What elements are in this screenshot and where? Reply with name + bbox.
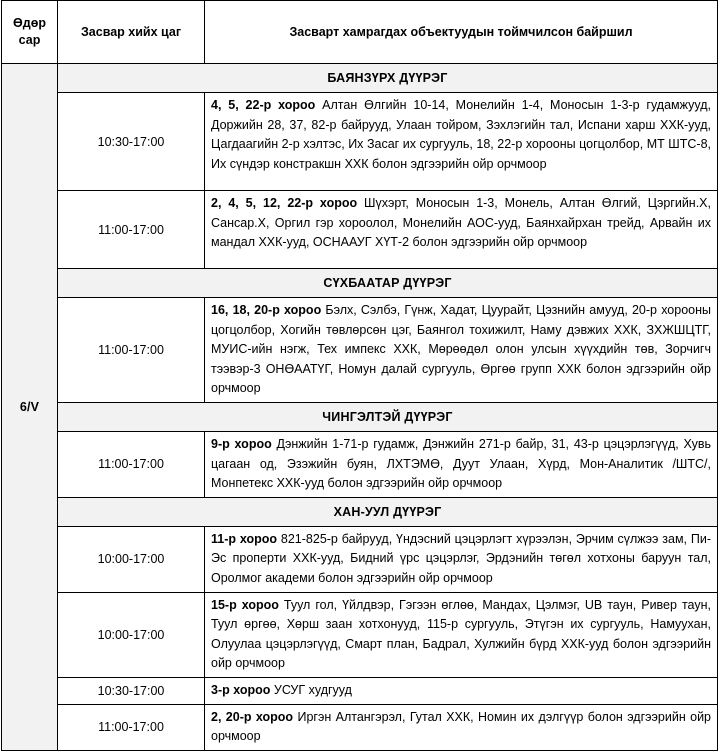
table-row xyxy=(2,677,718,704)
table-row xyxy=(2,526,718,592)
table-row xyxy=(2,93,718,191)
location-cell xyxy=(205,677,718,704)
district-row-bayanzurkh xyxy=(2,64,718,93)
table-row xyxy=(2,704,718,750)
time-cell: 10:30-17:00 xyxy=(58,93,205,191)
time-cell: 10:00-17:00 xyxy=(58,526,205,592)
location-text: Алтан Өлгийн 10-14, Монелийн 1-4, Моносын 1-3-р гудамжууд, Доржийн 28, 37, 82-р байрууд, Улаан тойром, Зэхлэгийн тал, Испани харш ХХК-ууд, Цагдаагийн 2-р хэлтэс, Их Засаг их сургууль, 18, 22-р хорооны цогцолбор, МТ ШТС-8, Их сүндэр констракшн ХХК болон эдгээрийн ойр орчмоор xyxy=(211,98,711,171)
location-cell xyxy=(205,704,718,750)
location-text: Иргэн Алтангэрэл, Гутал ХХК, Номин их дэлгүүр болон эдгээрийн ойр орчмоор xyxy=(211,709,711,744)
district-name: ЧИНГЭЛТЭЙ ДҮҮРЭГ xyxy=(58,402,718,431)
khoroo-label: 2, 4, 5, 12, 22-р хороо xyxy=(211,196,358,210)
district-name: БАЯНЗҮРХ ДҮҮРЭГ xyxy=(58,64,718,93)
location-cell xyxy=(205,431,718,497)
location-text: Бэлх, Сэлбэ, Гүнж, Хадат, Цуурайт, Цэзнийн амууд, 20-р хорооны цогцолбор, Хогийн төвлөрсөн цэг, Баянгол тохижилт, Наму дэвжих ХХК, ЗХЖШЦТГ, МУИС-ийн нэгж, Тех импекс ХХК, Мөрөөдөл олон улсын хүүхдийн төв, Зорчигч тээвэр-3 ОНӨААТҮГ, Номун далай сургууль, Өргөө групп ХХК болон эдгээрийн ойр орчмоор xyxy=(211,303,711,396)
table-row xyxy=(2,431,718,497)
location-cell xyxy=(205,191,718,269)
district-name: ХАН-УУЛ ДҮҮРЭГ xyxy=(58,497,718,526)
district-row-sukhbaatar xyxy=(2,269,718,298)
header-time-column: Засвар хийх цаг xyxy=(58,1,205,64)
location-text: Шүхэрт, Моносын 1-3, Монель, Алтан Өлгий, Цэргийн.Х, Сансар.Х, Оргил гэр хороолол, Монелийн АОС-ууд, Баянхайрхан трейд, Арвайн их мандал ХХК-ууд, ОСНААУГ ХҮТ-2 болон эдгээрийн ойр орчмоор xyxy=(211,196,711,250)
location-cell xyxy=(205,93,718,191)
header-date-column xyxy=(2,1,58,64)
location-text: 821-825-р байрууд, Үндэсний цэцэрлэгт хүрээлэн, Эрчим сүлжээ зам, Пи-Эс проперти ХХК-ууд, Бидний үрс цэцэрлэг, Эрдэнийн төгөл хотхоны баруун тал, Оролмог академи болон эдгээрийн ойр орчмоор xyxy=(211,531,711,585)
date-cell: 6/V xyxy=(2,64,58,751)
khoroo-label: 3-р хороо xyxy=(211,682,271,697)
header-location-column: Засварт хамрагдах объектуудын тоймчилсон байршил xyxy=(205,1,718,64)
district-name: СҮХБААТАР ДҮҮРЭГ xyxy=(58,269,718,298)
time-cell: 11:00-17:00 xyxy=(58,298,205,403)
maintenance-schedule-table xyxy=(1,0,718,751)
khoroo-label: 15-р хороо xyxy=(211,597,279,612)
khoroo-label: 11-р хороо xyxy=(211,531,278,546)
time-cell: 10:30-17:00 xyxy=(58,677,205,704)
district-row-khan-uul xyxy=(2,497,718,526)
table-header-row xyxy=(2,1,718,64)
table-row xyxy=(2,298,718,403)
time-cell: 11:00-17:00 xyxy=(58,431,205,497)
khoroo-label: 4, 5, 22-р хороо xyxy=(211,98,316,112)
time-cell: 10:00-17:00 xyxy=(58,592,205,677)
header-date-line-2: сар xyxy=(18,33,41,47)
table-row xyxy=(2,191,718,269)
header-date-line-1: Өдөр xyxy=(13,16,46,30)
khoroo-label: 2, 20-р хороо xyxy=(211,709,294,724)
location-text: УСУГ худгууд xyxy=(270,682,352,697)
location-cell xyxy=(205,592,718,677)
location-text: Туул гол, Үйлдвэр, Гэгээн өглөө, Мандах, Цэлмэг, UB таун, Ривер таун, Туул өргөө, Хөрш заан хотхонууд, 115-р сургууль, Этүгэн их сургууль, Намуухан, Олуулаа цэцэрлэгүүд, Смарт план, Бадрал, Хулжийн бүрд ХХК-ууд болон эдгээрийн ойр орчмоор xyxy=(211,597,711,671)
time-cell: 11:00-17:00 xyxy=(58,704,205,750)
location-cell xyxy=(205,526,718,592)
district-row-chingeltei xyxy=(2,402,718,431)
table-row xyxy=(2,592,718,677)
khoroo-label: 9-р хороо xyxy=(211,436,272,451)
time-cell: 11:00-17:00 xyxy=(58,191,205,269)
location-text: Дэнжийн 1-71-р гудамж, Дэнжийн 271-р байр, 31, 43-р цэцэрлэгүүд, Хувь цагаан од, Эзэжийн буян, ЛХТЭМӨ, Дуут Улаан, Хүрд, Мон-Аналитик /ШТС/, Монпетекс ХХК-ууд болон эдгээрийн ойр орчмоор xyxy=(211,436,712,491)
khoroo-label: 16, 18, 20-р хороо xyxy=(211,303,322,317)
location-cell xyxy=(205,298,718,403)
